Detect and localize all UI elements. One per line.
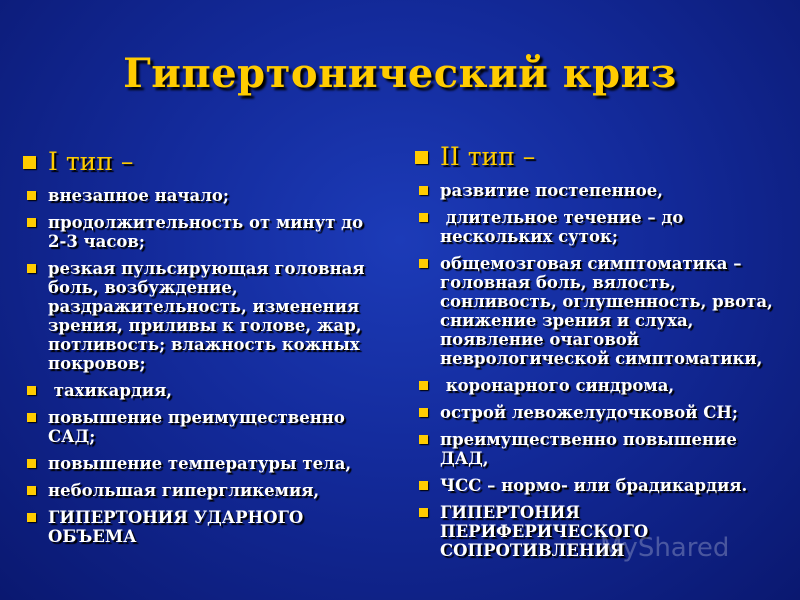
list-item: продолжительность от минут до 2-3 часов;	[20, 213, 365, 251]
square-bullet-icon	[27, 386, 36, 395]
column-type-2	[412, 143, 787, 568]
square-bullet-icon	[27, 191, 36, 200]
list-item: внезапное начало;	[20, 186, 365, 205]
square-bullet-icon	[419, 259, 428, 268]
square-bullet-icon	[27, 218, 36, 227]
square-bullet-icon	[419, 435, 428, 444]
list-item: коронарного синдрома,	[412, 376, 787, 395]
list-item: ГИПЕРТОНИЯ УДАРНОГО ОБЪЕМА	[20, 508, 365, 546]
list-item: повышение преимущественно САД;	[20, 408, 365, 446]
square-bullet-icon	[27, 513, 36, 522]
symptom-list-type-1	[20, 186, 365, 546]
square-bullet-icon	[419, 508, 428, 517]
square-bullet-icon	[27, 413, 36, 422]
square-bullet-icon	[23, 156, 36, 169]
list-item: общемозговая симптоматика – головная боль, вялость, сонливость, оглушенность, рвота, снижение зрения и слуха, появление очаговой неврологической симптоматики,	[412, 254, 787, 368]
list-item: тахикардия,	[20, 381, 365, 400]
column-header-text: I тип –	[48, 147, 134, 176]
list-item: ЧСС – нормо- или брадикардия.	[412, 476, 787, 495]
square-bullet-icon	[27, 264, 36, 273]
square-bullet-icon	[419, 381, 428, 390]
list-item: развитие постепенное,	[412, 181, 787, 200]
list-item: резкая пульсирующая головная боль, возбуждение, раздражительность, изменения зрения, приливы к голове, жар, потливость; влажность кожных покровов;	[20, 259, 365, 373]
list-item: острой левожелудочковой СН;	[412, 403, 787, 422]
square-bullet-icon	[419, 186, 428, 195]
square-bullet-icon	[27, 459, 36, 468]
square-bullet-icon	[415, 151, 428, 164]
watermark: MyShared	[600, 533, 730, 563]
column-header-text: II тип –	[440, 142, 536, 171]
square-bullet-icon	[419, 481, 428, 490]
column-type-1	[20, 148, 365, 554]
column-header-type-1	[20, 148, 365, 176]
list-item: преимущественно повышение ДАД,	[412, 430, 787, 468]
slide-title: Гипертонический криз	[123, 50, 677, 97]
list-item: ГИПЕРТОНИЯ ПЕРИФЕРИЧЕСКОГО СОПРОТИВЛЕНИЯ	[412, 503, 787, 560]
list-item: повышение температуры тела,	[20, 454, 365, 473]
symptom-list-type-2	[412, 181, 787, 560]
square-bullet-icon	[419, 408, 428, 417]
list-item: длительное течение – до нескольких суток;	[412, 208, 787, 246]
square-bullet-icon	[27, 486, 36, 495]
square-bullet-icon	[419, 213, 428, 222]
list-item: небольшая гипергликемия,	[20, 481, 365, 500]
column-header-type-2	[412, 143, 787, 171]
